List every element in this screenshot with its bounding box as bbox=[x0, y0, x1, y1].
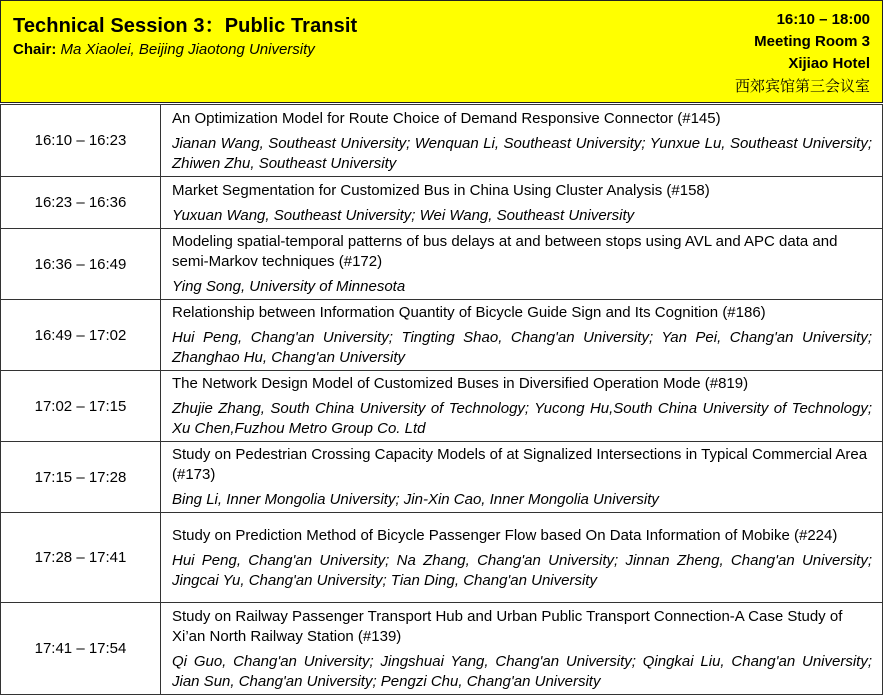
presentation-row bbox=[1, 229, 883, 300]
presentation-row bbox=[1, 300, 883, 371]
presentation-row bbox=[1, 513, 883, 603]
presentation-info bbox=[161, 513, 883, 603]
presentation-info bbox=[161, 603, 883, 695]
presentation-time: 17:02 – 17:15 bbox=[1, 371, 161, 442]
session-venue bbox=[735, 9, 870, 97]
presentation-time: 16:49 – 17:02 bbox=[1, 300, 161, 371]
presentation-info bbox=[161, 229, 883, 300]
paper-title: Study on Prediction Method of Bicycle Passenger Flow based On Data Information of Mobike (#224) bbox=[172, 526, 838, 544]
presentation-info bbox=[161, 300, 883, 371]
paper-title: Relationship between Information Quantity of Bicycle Guide Sign and Its Cognition (#186) bbox=[172, 304, 766, 321]
paper-authors: Bing Li, Inner Mongolia University; Jin-Xin Cao, Inner Mongolia University bbox=[172, 491, 659, 508]
presentation-row bbox=[1, 105, 883, 177]
paper-title: The Network Design Model of Customized Buses in Diversified Operation Mode (#819) bbox=[172, 375, 749, 392]
paper-authors: Qi Guo, Chang'an University; Jingshuai Yang, Chang'an University; Qingkai Liu, Chang'an University; Jian Sun, Chang'an University; Pengzi Chu, Chang'an University bbox=[172, 652, 872, 690]
chair-name: Ma Xiaolei, Beijing Jiaotong University bbox=[60, 41, 315, 58]
presentation-row bbox=[1, 177, 883, 229]
presentation-time: 16:10 – 16:23 bbox=[1, 105, 161, 177]
presentation-info bbox=[161, 371, 883, 442]
session-room: Meeting Room 3 bbox=[754, 33, 870, 50]
presentation-table bbox=[0, 104, 883, 695]
paper-title: Market Segmentation for Customized Bus in China Using Cluster Analysis (#158) bbox=[172, 181, 710, 199]
presentation-info bbox=[161, 442, 883, 513]
presentation-row bbox=[1, 442, 883, 513]
presentation-time: 17:15 – 17:28 bbox=[1, 442, 161, 513]
presentation-time: 17:41 – 17:54 bbox=[1, 603, 161, 695]
paper-authors: Jianan Wang, Southeast University; Wenquan Li, Southeast University; Yunxue Lu, Southeast University; Zhiwen Zhu, Southeast University bbox=[172, 134, 872, 172]
session-title: Technical Session 3：Public Transit bbox=[13, 15, 358, 37]
presentation-time: 16:23 – 16:36 bbox=[1, 177, 161, 229]
presentation-info bbox=[161, 105, 883, 177]
session-header bbox=[0, 0, 883, 103]
session-time: 16:10 – 18:00 bbox=[776, 11, 870, 28]
presentation-info bbox=[161, 177, 883, 229]
presentation-time: 17:28 – 17:41 bbox=[1, 513, 161, 603]
paper-authors: Zhujie Zhang, South China University of Technology; Yucong Hu,South China University of Technology; Xu Chen,Fuzhou Metro Group Co. Ltd bbox=[172, 400, 872, 437]
presentation-row bbox=[1, 603, 883, 695]
paper-authors: Hui Peng, Chang'an University; Na Zhang, Chang'an University; Jinnan Zheng, Chang'an University; Jingcai Yu, Chang'an University; Tian Ding, Chang'an University bbox=[172, 551, 872, 589]
session-hotel: Xijiao Hotel bbox=[788, 55, 870, 72]
paper-authors: Yuxuan Wang, Southeast University; Wei Wang, Southeast University bbox=[172, 206, 635, 224]
session-chair bbox=[13, 41, 315, 58]
presentation-time: 16:36 – 16:49 bbox=[1, 229, 161, 300]
presentation-row bbox=[1, 371, 883, 442]
session-room-chinese: 西郊宾馆第三会议室 bbox=[734, 77, 870, 95]
paper-title: An Optimization Model for Route Choice of Demand Responsive Connector (#145) bbox=[172, 109, 721, 127]
paper-title: Study on Railway Passenger Transport Hub and Urban Public Transport Connection-A Case Study of Xi’an North Railway Station (#139) bbox=[172, 607, 843, 645]
chair-label: Chair: bbox=[13, 41, 57, 58]
paper-authors: Hui Peng, Chang'an University; Tingting Shao, Chang'an University; Yan Pei, Chang'an University; Zhanghao Hu, Chang'an University bbox=[172, 329, 872, 366]
paper-title: Modeling spatial-temporal patterns of bus delays at and between stops using AVL and APC data and semi-Markov techniques (#172) bbox=[172, 233, 838, 270]
paper-authors: Ying Song, University of Minnesota bbox=[172, 278, 406, 295]
paper-title: Study on Pedestrian Crossing Capacity Models of at Signalized Intersections in Typical Commercial Area (#173) bbox=[172, 446, 868, 483]
